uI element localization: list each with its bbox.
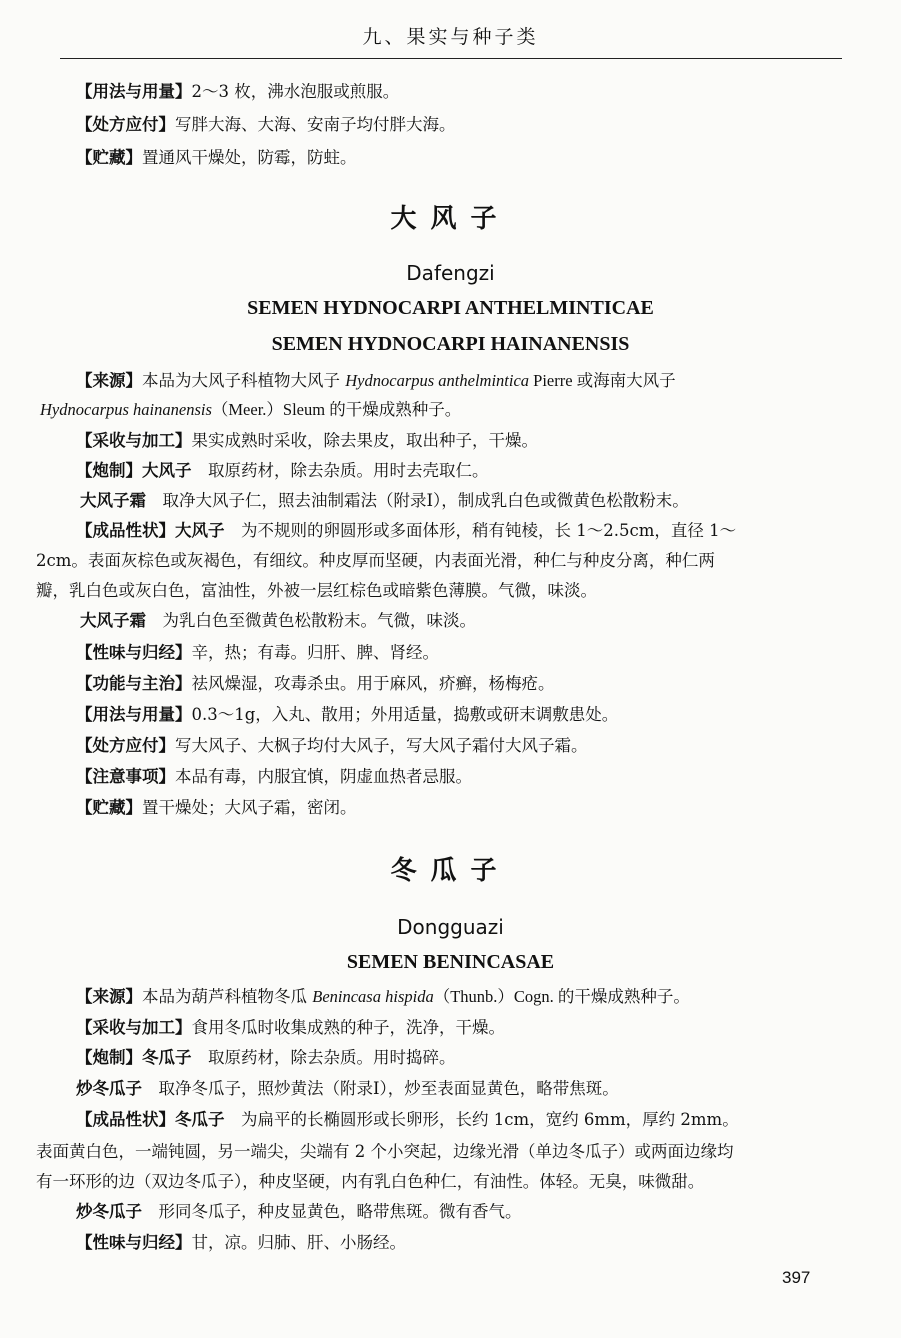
dafengzi-product-cont1: 2cm。表面灰棕色或灰褐色，有细纹。种皮厚而坚硬，内表面光滑，种仁与种皮分离，种仁两 <box>36 551 715 570</box>
pinyin-dongguazi: Dongguazi <box>397 915 504 939</box>
dongguazi-product: 【成品性状】冬瓜子 为扁平的长椭圆形或长卵形，长约 1cm，宽约 6mm，厚约 2mm。 <box>76 1110 739 1129</box>
dongguazi-harvest: 【采收与加工】食用冬瓜时收集成熟的种子，洗净，干燥。 <box>76 1018 505 1037</box>
dafengzi-frost: 大风子霜 取净大风子仁，照去油制霜法（附录Ⅰ），制成乳白色或微黄色松散粉末。 <box>80 491 689 510</box>
top-prescription: 【处方应付】写胖大海、大海、安南子均付胖大海。 <box>76 115 456 134</box>
top-storage: 【贮藏】置通风干燥处，防霉，防蛀。 <box>76 148 357 167</box>
dafengzi-harvest: 【采收与加工】果实成熟时采收，除去果皮，取出种子，干燥。 <box>76 431 538 450</box>
dongguazi-process: 【炮制】冬瓜子 取原药材，除去杂质。用时捣碎。 <box>76 1048 456 1067</box>
dongguazi-product-cont1: 表面黄白色，一端钝圆，另一端尖，尖端有 2 个小突起，边缘光滑（单边冬瓜子）或两面边缘均 <box>36 1142 734 1161</box>
dafengzi-storage: 【贮藏】置干燥处；大风子霜，密闭。 <box>76 798 357 817</box>
monograph-title-dafengzi: 大风子 <box>390 204 511 234</box>
dafengzi-process: 【炮制】大风子 取原药材，除去杂质。用时去壳取仁。 <box>76 461 489 480</box>
top-usage: 【用法与用量】2～3 枚，沸水泡服或煎服。 <box>76 82 400 101</box>
dafengzi-source: 【来源】本品为大风子科植物大风子 Hydnocarpus anthelmintica Pierre 或海南大风子 <box>76 371 676 390</box>
dongguazi-nature: 【性味与归经】甘，凉。归肺、肝、小肠经。 <box>76 1233 406 1252</box>
dongguazi-source: 【来源】本品为葫芦科植物冬瓜 Benincasa hispida（Thunb.）Cogn. 的干燥成熟种子。 <box>76 987 690 1006</box>
dongguazi-product-cont2: 有一环形的边（双边冬瓜子），种皮坚硬，内有乳白色种仁，有油性。体轻。无臭，味微甜。 <box>36 1172 705 1191</box>
dafengzi-source-cont: Hydnocarpus hainanensis（Meer.）Sleum 的干燥成熟种子。 <box>40 400 462 419</box>
page-number: 397 <box>782 1268 811 1287</box>
dongguazi-fried: 炒冬瓜子 取净冬瓜子，照炒黄法（附录Ⅰ），炒至表面显黄色，略带焦斑。 <box>76 1079 619 1098</box>
dafengzi-caution: 【注意事项】本品有毒，内服宜慎，阴虚血热者忌服。 <box>76 767 472 786</box>
latin-name-dongguazi: SEMEN BENINCASAE <box>346 951 555 973</box>
pinyin-dafengzi: Dafengzi <box>406 261 495 285</box>
latin-name-2: SEMEN HYDNOCARPI HAINANENSIS <box>271 333 630 355</box>
monograph-title-dongguazi: 冬瓜子 <box>390 856 511 886</box>
latin-name-1: SEMEN HYDNOCARPI ANTHELMINTICAE <box>247 297 654 319</box>
dafengzi-nature: 【性味与归经】辛，热；有毒。归肝、脾、肾经。 <box>76 643 439 662</box>
dafengzi-function: 【功能与主治】祛风燥湿，攻毒杀虫。用于麻风，疥癣，杨梅疮。 <box>76 674 555 693</box>
dafengzi-usage: 【用法与用量】0.3～1g，入丸、散用；外用适量，捣敷或研末调敷患处。 <box>76 705 619 724</box>
dafengzi-product-cont2: 瓣，乳白色或灰白色，富油性，外被一层红棕色或暗紫色薄膜。气微，味淡。 <box>36 581 597 600</box>
dafengzi-product: 【成品性状】大风子 为不规则的卵圆形或多面体形，稍有钝棱，长 1～2.5cm，直径 1～ <box>76 521 737 540</box>
running-header: 九、果实与种子类 <box>362 26 539 48</box>
dafengzi-prescription: 【处方应付】写大风子、大枫子均付大风子，写大风子霜付大风子霜。 <box>76 736 588 755</box>
dongguazi-fried-product: 炒冬瓜子 形同冬瓜子，种皮显黄色，略带焦斑。微有香气。 <box>76 1202 522 1221</box>
dafengzi-frost-product: 大风子霜 为乳白色至微黄色松散粉末。气微，味淡。 <box>80 611 476 630</box>
header-rule <box>60 58 842 59</box>
